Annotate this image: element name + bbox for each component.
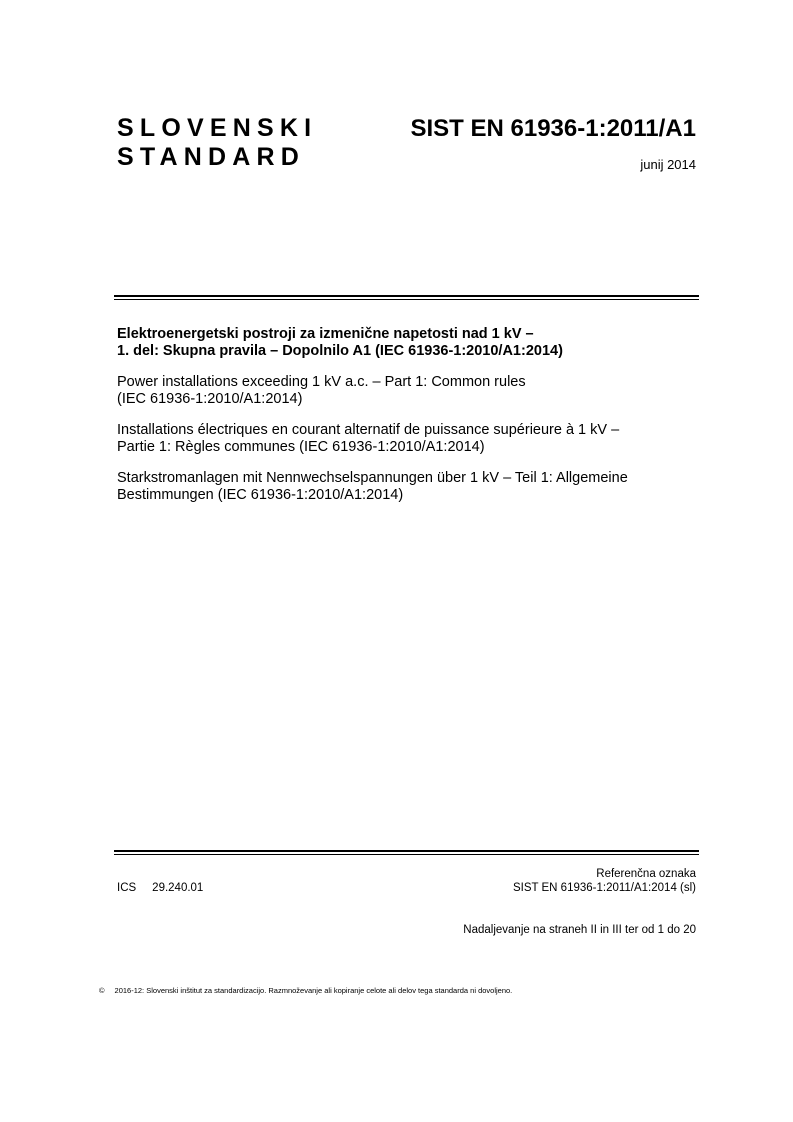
title-block <box>117 326 702 518</box>
top-divider <box>114 295 699 300</box>
ics-value: 29.240.01 <box>152 882 204 894</box>
title-slovene-line-1: Elektroenergetski postroji za izmenične napetosti nad 1 kV – <box>117 326 534 342</box>
title-french-line-2: Partie 1: Règles communes (IEC 61936-1:2010/A1:2014) <box>117 439 485 455</box>
standard-code: SIST EN 61936-1:2011/A1 <box>410 115 696 142</box>
title-german <box>117 470 702 504</box>
continuation-note: Nadaljevanje na straneh II in III ter od 1 do 20 <box>463 924 696 936</box>
title-french <box>117 422 702 456</box>
title-german-line-1: Starkstromanlagen mit Nennwechselspannungen über 1 kV – Teil 1: Allgemeine <box>117 470 628 486</box>
bottom-divider <box>114 850 699 855</box>
ics-classification <box>117 882 203 894</box>
brand-line-2: STANDARD <box>117 143 306 171</box>
copyright-notice <box>99 986 512 995</box>
title-english <box>117 374 702 408</box>
title-german-line-2: Bestimmungen (IEC 61936-1:2010/A1:2014) <box>117 487 404 503</box>
title-french-line-1: Installations électriques en courant alternatif de puissance supérieure à 1 kV – <box>117 422 620 438</box>
copyright-text: 2016-12: Slovenski inštitut za standardizacijo. Razmnoževanje ali kopiranje celote ali delov tega standarda ni dovoljeno. <box>114 986 513 995</box>
brand-line-1: SLOVENSKI <box>117 114 318 142</box>
title-english-line-2: (IEC 61936-1:2010/A1:2014) <box>117 391 303 407</box>
title-slovene <box>117 326 702 360</box>
reference-label: Referenčna oznaka <box>596 868 696 880</box>
publication-date: junij 2014 <box>640 157 696 172</box>
ics-label: ICS <box>117 882 137 894</box>
reference-code: SIST EN 61936-1:2011/A1:2014 (sl) <box>512 882 696 894</box>
copyright-symbol: © <box>99 986 105 995</box>
standard-brand <box>117 114 317 172</box>
title-english-line-1: Power installations exceeding 1 kV a.c. – Part 1: Common rules <box>117 374 526 390</box>
title-slovene-line-2: 1. del: Skupna pravila – Dopolnilo A1 (IEC 61936-1:2010/A1:2014) <box>117 343 563 359</box>
